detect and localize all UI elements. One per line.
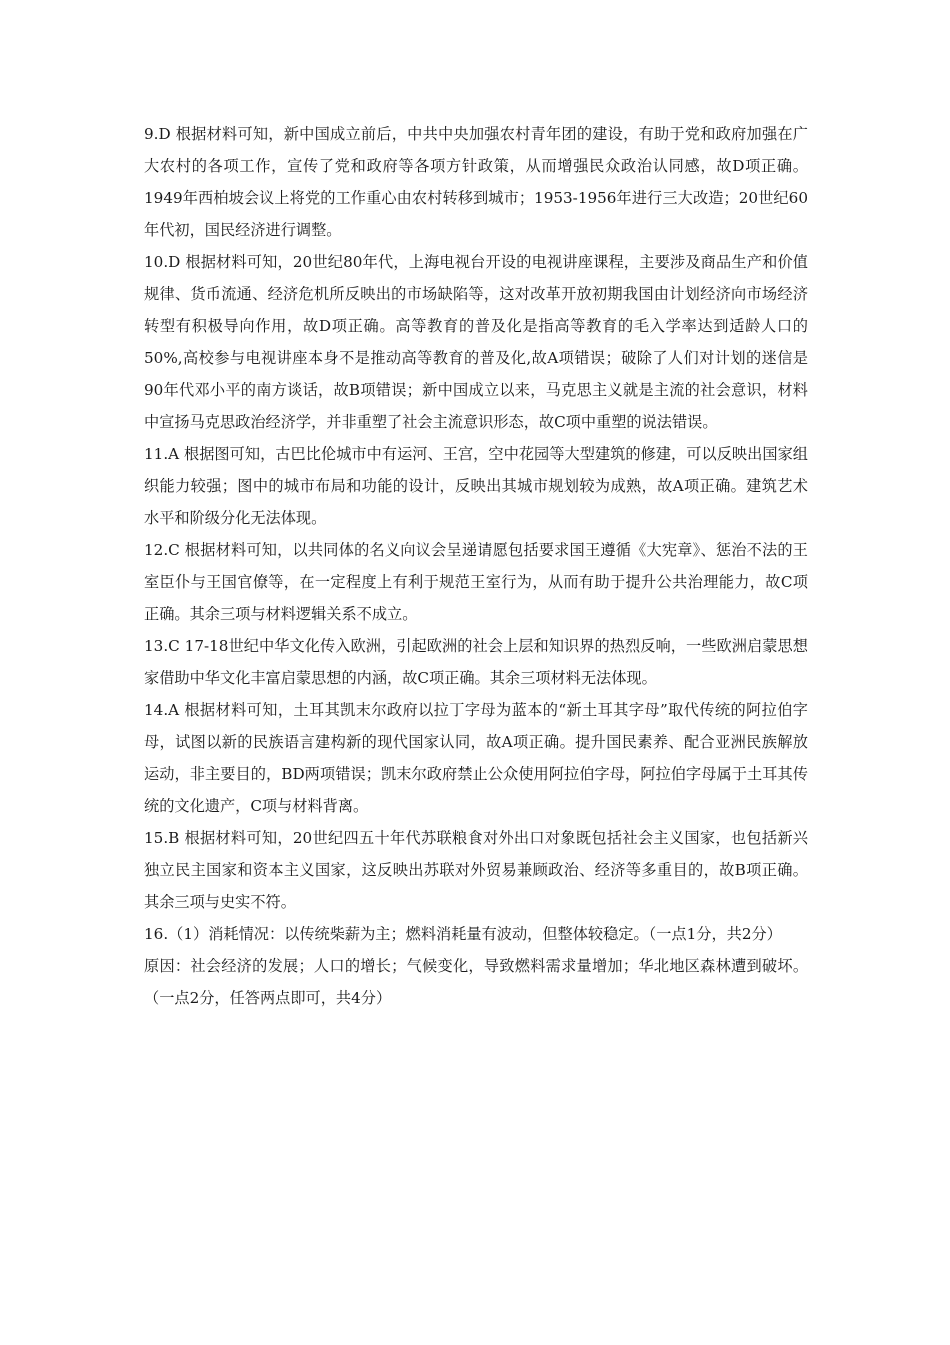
- answer-14: 14.A 根据材料可知，土耳其凯末尔政府以拉丁字母为蓝本的“新土耳其字母”取代传统的阿拉伯字母，试图以新的民族语言建构新的现代国家认同，故A项正确。提升国民素养、配合亚洲民族解放运动，非主要目的，BD两项错误；凯末尔政府禁止公众使用阿拉伯字母，阿拉伯字母属于土耳其传统的文化遗产，C项与材料背离。: [144, 701, 808, 815]
- answer-16-part-1: 16.（1）消耗情况：以传统柴薪为主；燃料消耗量有波动，但整体较稳定。（一点1分，共2分）: [144, 925, 782, 943]
- answer-page: [144, 118, 808, 1014]
- answer-16-reasons: 原因：社会经济的发展；人口的增长；气候变化，导致燃料需求量增加；华北地区森林遭到破坏。（一点2分，任答两点即可，共4分）: [144, 957, 808, 1007]
- answer-9: 9.D 根据材料可知，新中国成立前后，中共中央加强农村青年团的建设，有助于党和政府加强在广大农村的各项工作，宣传了党和政府等各项方针政策，从而增强民众政治认同感，故D项正确。1949年西柏坡会议上将党的工作重心由农村转移到城市；1953-1956年进行三大改造；20世纪60年代初，国民经济进行调整。: [144, 125, 808, 239]
- answer-12: 12.C 根据材料可知，以共同体的名义向议会呈递请愿包括要求国王遵循《大宪章》、惩治不法的王室臣仆与王国官僚等，在一定程度上有利于规范王室行为，从而有助于提升公共治理能力，故C项正确。其余三项与材料逻辑关系不成立。: [144, 541, 808, 623]
- answer-13: 13.C 17-18世纪中华文化传入欧洲，引起欧洲的社会上层和知识界的热烈反响，一些欧洲启蒙思想家借助中华文化丰富启蒙思想的内涵，故C项正确。其余三项材料无法体现。: [144, 637, 808, 687]
- answer-10: 10.D 根据材料可知，20世纪80年代，上海电视台开设的电视讲座课程，主要涉及商品生产和价值规律、货币流通、经济危机所反映出的市场缺陷等，这对改革开放初期我国由计划经济向市场经济转型有积极导向作用，故D项正确。高等教育的普及化是指高等教育的毛入学率达到适龄人口的50%,高校参与电视讲座本身不是推动高等教育的普及化,故A项错误；破除了人们对计划的迷信是90年代邓小平的南方谈话，故B项错误；新中国成立以来，马克思主义就是主流的社会意识，材料中宣扬马克思政治经济学，并非重塑了社会主流意识形态，故C项中重塑的说法错误。: [144, 253, 808, 431]
- answer-11: 11.A 根据图可知，古巴比伦城市中有运河、王宫，空中花园等大型建筑的修建，可以反映出国家组织能力较强；图中的城市布局和功能的设计，反映出其城市规划较为成熟，故A项正确。建筑艺术水平和阶级分化无法体现。: [144, 445, 808, 527]
- answer-15: 15.B 根据材料可知，20世纪四五十年代苏联粮食对外出口对象既包括社会主义国家，也包括新兴独立民主国家和资本主义国家，这反映出苏联对外贸易兼顾政治、经济等多重目的，故B项正确。其余三项与史实不符。: [144, 829, 808, 911]
